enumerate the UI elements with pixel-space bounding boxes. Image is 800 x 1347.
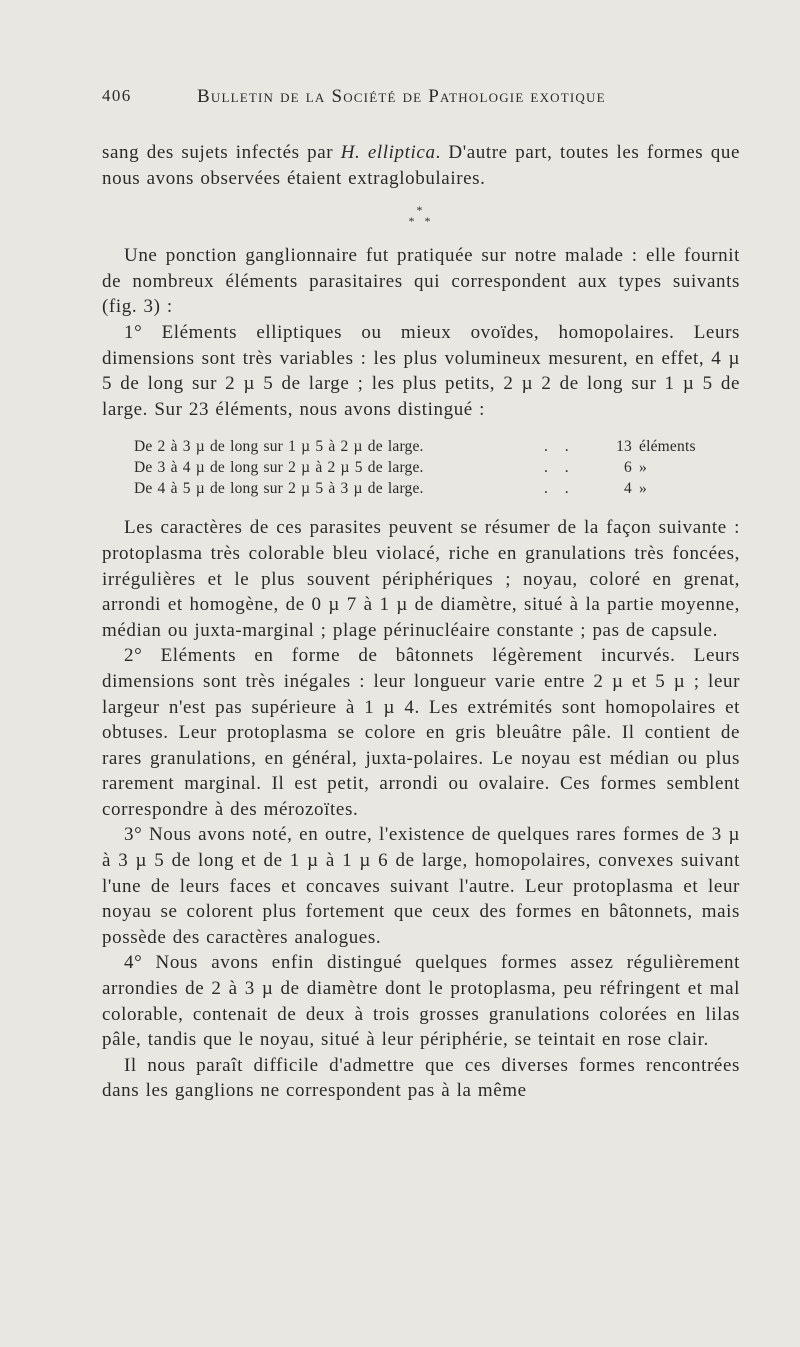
- running-header: [102, 86, 742, 116]
- paragraph: Il nous paraît difficile d'admettre que ces diverses formes rencontrées dans les ganglions ne correspondent pas à la même: [102, 1054, 740, 1102]
- paragraph: Les caractères de ces parasites peuvent se résumer de la façon suivante : protoplasma très colorable bleu violacé, riche en granulations très foncées, irrégulières et le plus souvent périphériques ; noyau, coloré en grenat, arrondi et homogène, de 0 µ 7 à 1 µ de diamètre, situé à la partie moyenne, médian ou juxta-marginal ; plage périnucléaire constante ; pas de capsule.: [102, 517, 740, 641]
- paragraph: 4° Nous avons enfin distingué quelques formes assez régulièrement arrondies de 2 à 3 µ de diamètre dont le protoplasma, peu réfringent et mal colorable, contenait de deux à trois grosses granulations colorées en lilas pâle, tandis que le noyau, situé à leur périphérie, se teintait en rose clair.: [102, 952, 740, 1051]
- section-separator: * * *: [408, 203, 434, 229]
- paragraph: 1° Eléments elliptiques ou mieux ovoïdes, homopolaires. Leurs dimensions sont très variables : les plus volumineux mesurent, en effet, 4 µ 5 de long sur 2 µ 5 de large ; les plus petits, 2 µ 2 de long sur 1 µ 5 de large. Sur 23 éléments, nous avons distingué :: [102, 321, 740, 420]
- table-row: De 4 à 5 µ de long sur 2 µ 5 à 3 µ de large. . . 4 »: [134, 480, 647, 498]
- table-row: De 3 à 4 µ de long sur 2 µ à 2 µ 5 de large. . . 6 »: [134, 459, 647, 477]
- paragraph: 2° Eléments en forme de bâtonnets légèrement incurvés. Leurs dimensions sont très inégales : leur longueur varie entre 2 µ et 5 µ ; leur largeur n'est pas supérieure à 1 µ 4. Les extrémités sont homopolaires et obtuses. Leur protoplasma se colore en gris bleuâtre pâle. Il contient de rares granulations, en général, juxta-polaires. Le noyau est médian ou plus rarement marginal. Il est petit, arrondi ou ovalaire. Ces formes semblent correspondre à des mérozoïtes.: [102, 645, 740, 820]
- table-row: De 2 à 3 µ de long sur 1 µ 5 à 2 µ de large. . . 13 éléments: [134, 438, 696, 456]
- page-number: 406: [102, 86, 132, 105]
- article-body: [102, 140, 740, 1104]
- journal-title: Bulletin de la Société de Pathologie exotique: [197, 86, 606, 107]
- paragraph: 3° Nous avons noté, en outre, l'existence de quelques rares formes de 3 µ à 3 µ 5 de long et de 1 µ à 1 µ 6 de large, homopolaires, convexes suivant l'une de leurs faces et concaves suivant l'autre. Leur protoplasma et leur noyau se colorent plus fortement que ceux des formes en bâtonnets, mais possède des caractères analogues.: [102, 824, 740, 948]
- species-name: H. elliptica: [340, 142, 436, 163]
- paragraph: sang des sujets infectés par H. elliptica. D'autre part, toutes les formes que nous avons observées étaient extraglobulaires.: [102, 142, 741, 189]
- measurement-table: [134, 436, 740, 499]
- paragraph: Une ponction ganglionnaire fut pratiquée sur notre malade : elle fournit de nombreux éléments parasitaires qui correspondent aux types suivants (fig. 3) :: [102, 245, 740, 318]
